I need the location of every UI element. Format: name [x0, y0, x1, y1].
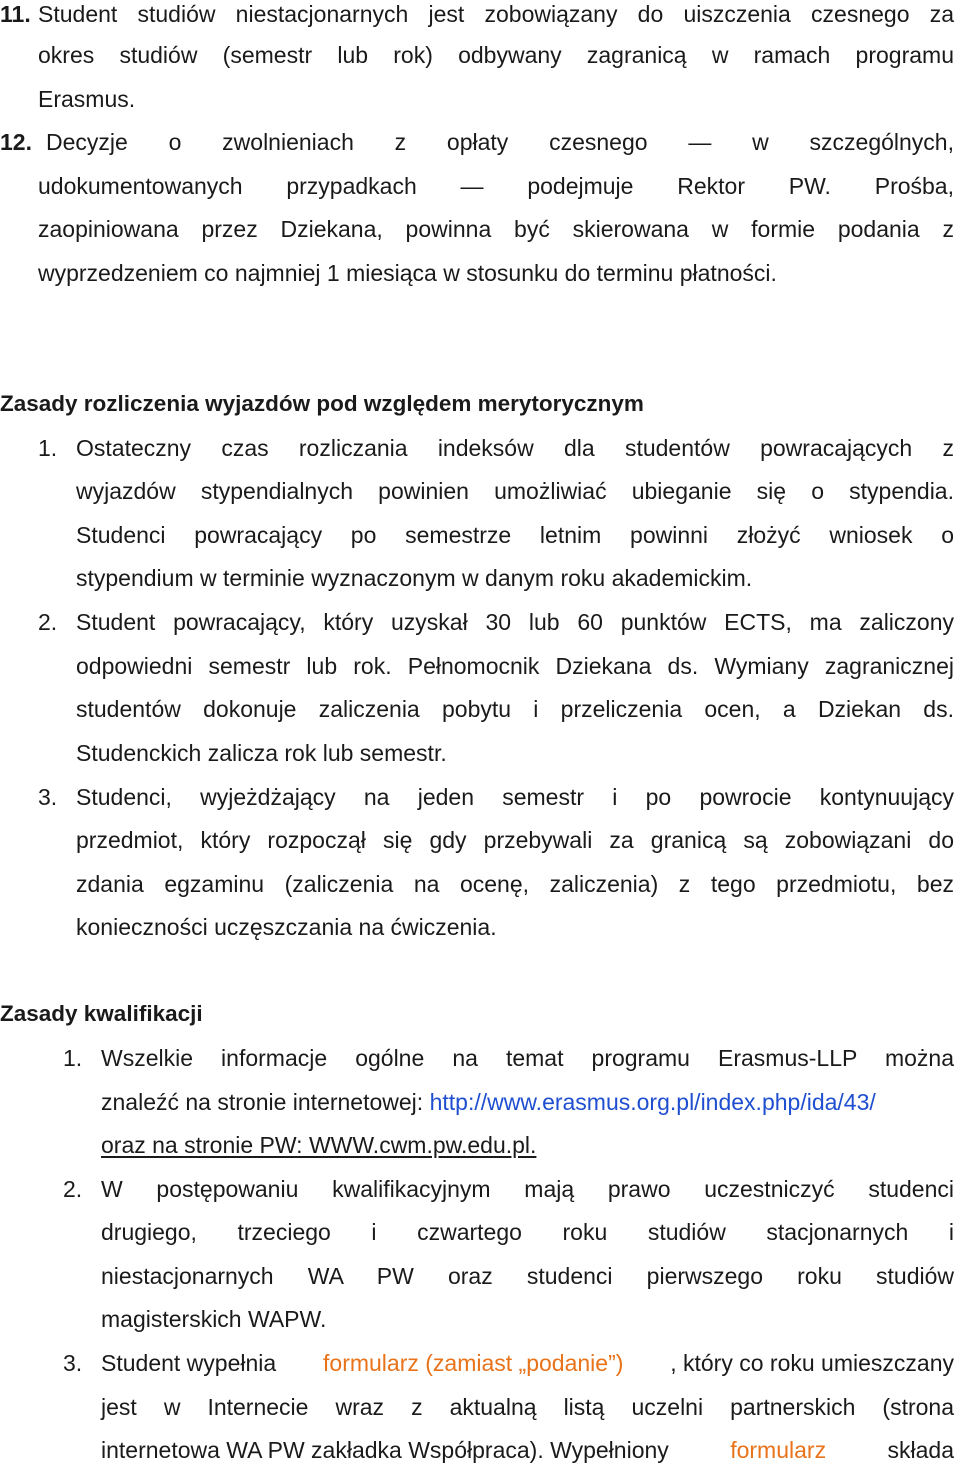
paragraph-text: znaleźć na stronie internetowej: — [101, 1089, 430, 1115]
item-number: 1. — [63, 1045, 83, 1071]
paragraph-line: stypendium w terminie wyznaczonym w danym roku akademickim. — [76, 565, 753, 591]
paragraph-line: zaopiniowana przez Dziekana, powinna być skierowana w formie podania z — [38, 216, 954, 242]
paragraph-line: udokumentowanych przypadkach — podejmuje Rektor PW. Prośba, — [38, 173, 954, 199]
paragraph-line: magisterskich WAPW. — [101, 1306, 327, 1332]
item-number: 2. — [38, 609, 58, 635]
item-number: 2. — [63, 1176, 83, 1202]
item-number: 1. — [38, 435, 58, 461]
paragraph-line: Ostateczny czas rozliczania indeksów dla studentów powracających z — [76, 435, 954, 461]
paragraph-line: odpowiedni semestr lub rok. Pełnomocnik Dziekana ds. Wymiany zagranicznej — [76, 653, 954, 679]
paragraph-line: wyjazdów stypendialnych powinien umożliwiać ubieganie się o stypendia. — [76, 478, 954, 504]
paragraph-line: drugiego, trzeciego i czwartego roku studiów stacjonarnych i — [101, 1219, 954, 1245]
section-heading: Zasady rozliczenia wyjazdów pod względem merytorycznym — [0, 391, 644, 416]
paragraph-line: Studenci, wyjeżdżający na jeden semestr i po powrocie kontynuujący — [76, 784, 954, 810]
form-link[interactable]: formularz — [730, 1437, 827, 1463]
paragraph-text: internetowa WA PW zakładka Współpraca). Wypełniony — [101, 1437, 669, 1463]
erasmus-link[interactable]: http://www.erasmus.org.pl/index.php/ida/43/ — [429, 1089, 876, 1115]
paragraph-text: składa — [887, 1437, 954, 1463]
paragraph-line: studentów dokonuje zaliczenia pobytu i przeliczenia ocen, a Dziekan ds. — [76, 696, 954, 722]
paragraph-text: Student wypełnia — [101, 1350, 277, 1376]
paragraph-line: wyprzedzeniem co najmniej 1 miesiąca w stosunku do terminu płatności. — [38, 260, 777, 286]
paragraph-line — [101, 1088, 876, 1116]
paragraph-line: zdania egzaminu (zaliczenia na ocenę, zaliczenia) z tego przedmiotu, bez — [76, 871, 954, 897]
paragraph-line — [101, 1349, 954, 1377]
paragraph-line: Erasmus. — [38, 86, 136, 112]
paragraph-line: W postępowaniu kwalifikacyjnym mają prawo uczestniczyć studenci — [101, 1176, 954, 1202]
paragraph-line: okres studiów (semestr lub rok) odbywany zagranicą w ramach programu — [38, 42, 954, 68]
paragraph-line: konieczności uczęszczania na ćwiczenia. — [76, 914, 497, 940]
paragraph-line: niestacjonarnych WA PW oraz studenci pierwszego roku studiów — [101, 1263, 954, 1289]
paragraph-line: jest w Internecie wraz z aktualną listą uczelni partnerskich (strona — [101, 1394, 954, 1420]
form-link[interactable]: formularz (zamiast „podanie”) — [323, 1350, 624, 1376]
pw-website-link[interactable]: oraz na stronie PW: WWW.cwm.pw.edu.pl. — [101, 1132, 537, 1158]
paragraph-line: Studenckich zalicza rok lub semestr. — [76, 740, 447, 766]
item-number: 3. — [38, 784, 58, 810]
item-number: 12. — [0, 129, 32, 155]
paragraph-line: Student studiów niestacjonarnych jest zobowiązany do uiszczenia czesnego za — [38, 1, 954, 27]
item-number: 11. — [0, 1, 31, 27]
paragraph-line — [101, 1436, 954, 1464]
item-number: 3. — [63, 1350, 83, 1376]
paragraph-line: przedmiot, który rozpoczął się gdy przebywali za granicą są zobowiązani do — [76, 827, 954, 853]
paragraph-line: Decyzje o zwolnieniach z opłaty czesnego — w szczególnych, — [46, 129, 954, 155]
section-heading: Zasady kwalifikacji — [0, 1001, 203, 1026]
paragraph-line: Wszelkie informacje ogólne na temat programu Erasmus-LLP można — [101, 1045, 954, 1071]
paragraph-text: , który co roku umieszczany — [670, 1350, 954, 1376]
paragraph-line: Studenci powracający po semestrze letnim powinni złożyć wniosek o — [76, 522, 954, 548]
paragraph-line: Student powracający, który uzyskał 30 lub 60 punktów ECTS, ma zaliczony — [76, 609, 954, 635]
